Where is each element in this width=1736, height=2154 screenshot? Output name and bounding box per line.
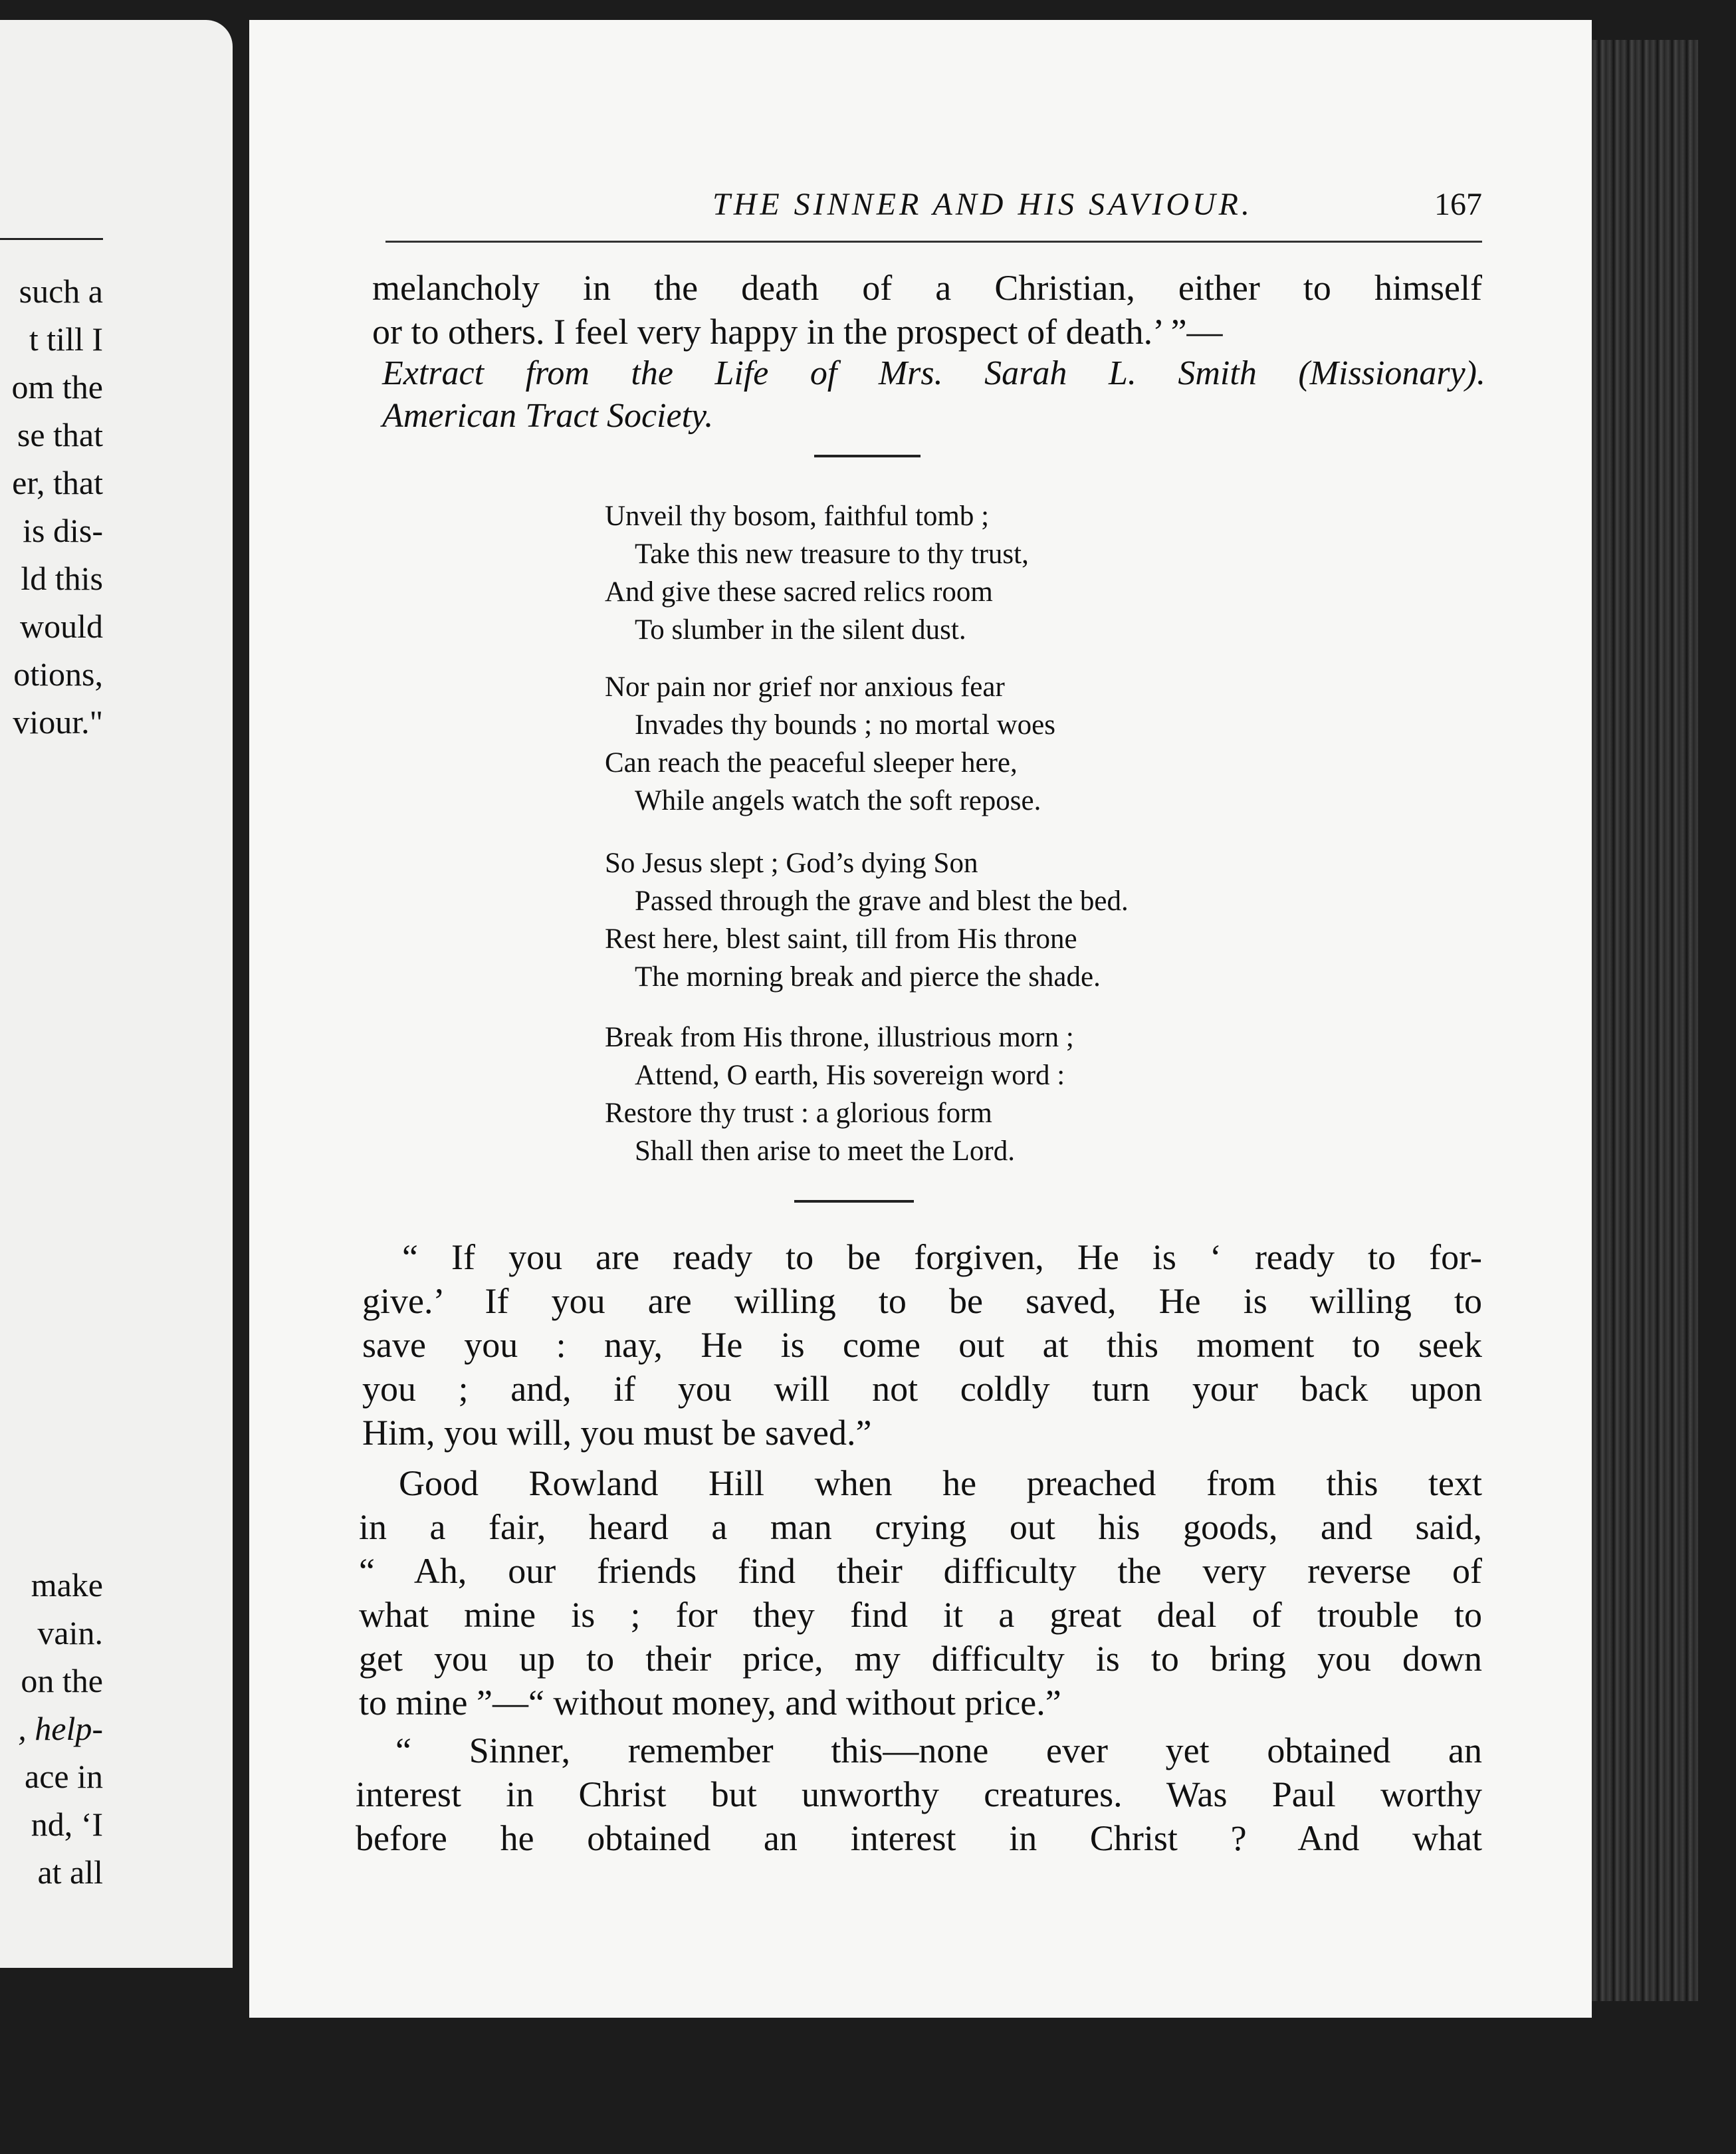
verse-line: Take this new treasure to thy trust, xyxy=(635,538,1029,570)
verse-line: Restore thy trust : a glorious form xyxy=(605,1098,992,1129)
text-line: Him, you will, you must be saved.” xyxy=(362,1413,872,1453)
text-line: to mine ”—“ without money, and without price.” xyxy=(359,1683,1061,1723)
book-page xyxy=(249,20,1592,2018)
facing-line: , help- xyxy=(18,1710,103,1747)
facing-line: at all xyxy=(37,1854,103,1891)
verse-line: Unveil thy bosom, faithful tomb ; xyxy=(605,501,990,532)
opening-paragraph xyxy=(372,266,1482,354)
header-rule xyxy=(385,241,1482,243)
facing-line: is dis- xyxy=(23,512,103,549)
verse-line: Rest here, blest saint, till from His throne xyxy=(605,923,1077,955)
paragraph-rowland-hill xyxy=(359,1461,1482,1725)
facing-line: ld this xyxy=(21,560,103,597)
text-line: give.’ If you are willing to be saved, He is willing to xyxy=(362,1281,1482,1321)
facing-line: er, that xyxy=(12,464,103,501)
verse-line: While angels watch the soft repose. xyxy=(635,785,1041,816)
text-line: or to others. I feel very happy in the prospect of death.’ ”— xyxy=(372,312,1223,352)
facing-line: would xyxy=(20,608,103,645)
page-header xyxy=(385,186,1482,233)
facing-page-rule xyxy=(0,238,103,240)
facing-line: make xyxy=(31,1566,103,1604)
verse-line: Can reach the peaceful sleeper here, xyxy=(605,747,1018,778)
text-line: you ; and, if you will not coldly turn your back upon xyxy=(362,1369,1482,1409)
verse-line: And give these sacred relics room xyxy=(605,576,993,608)
facing-line: on the xyxy=(21,1662,103,1699)
citation-line: American Tract Society. xyxy=(382,397,714,435)
text-line: what mine is ; for they find it a great deal of trouble to xyxy=(359,1595,1482,1635)
facing-line: such a xyxy=(19,273,103,310)
verse-line: The morning break and pierce the shade. xyxy=(635,961,1101,993)
hymn-stanza xyxy=(605,668,1269,820)
verse-line: Invades thy bounds ; no mortal woes xyxy=(635,709,1055,741)
verse-line: Passed through the grave and blest the bed. xyxy=(635,886,1129,917)
citation xyxy=(382,352,1485,437)
facing-page xyxy=(0,20,233,1968)
text-line: “ If you are ready to be forgiven, He is ‘ ready to for- xyxy=(402,1237,1482,1277)
paragraph-sinner-remember xyxy=(356,1729,1482,1860)
verse-line: Break from His throne, illustrious morn ; xyxy=(605,1022,1074,1053)
page-number: 167 xyxy=(1434,187,1482,222)
text-line: in a fair, heard a man crying out his goods, and said, xyxy=(359,1507,1482,1547)
text-line: melancholy in the death of a Christian, either to himself xyxy=(372,268,1482,308)
text-line: before he obtained an interest in Christ ? And what xyxy=(356,1818,1482,1858)
hymn-stanza xyxy=(605,1018,1269,1170)
text-line: save you : nay, He is come out at this moment to seek xyxy=(362,1325,1482,1365)
text-line: “ Sinner, remember this—none ever yet obtained an xyxy=(395,1731,1482,1770)
facing-line: se that xyxy=(17,416,103,453)
running-title: THE SINNER AND HIS SAVIOUR. xyxy=(712,187,1253,222)
facing-line: nd, ‘I xyxy=(31,1806,103,1843)
facing-line: ace in xyxy=(25,1758,103,1795)
section-divider xyxy=(794,1200,914,1203)
text-line: “ Ah, our friends find their difficulty the very reverse of xyxy=(359,1551,1482,1591)
text-line: get you up to their price, my difficulty is to bring you down xyxy=(359,1639,1482,1679)
hymn-stanza xyxy=(605,844,1269,996)
section-divider xyxy=(814,455,921,457)
verse-line: Attend, O earth, His sovereign word : xyxy=(635,1060,1065,1091)
book-page-edges xyxy=(1592,40,1698,2001)
verse-line: Shall then arise to meet the Lord. xyxy=(635,1136,1015,1167)
text-line: Good Rowland Hill when he preached from this text xyxy=(399,1463,1482,1503)
citation-line: Extract from the Life of Mrs. Sarah L. Smith (Missionary). xyxy=(382,354,1485,392)
paragraph-ready-to-forgive xyxy=(362,1235,1482,1455)
facing-line: vain. xyxy=(37,1614,103,1651)
facing-line: viour." xyxy=(13,703,103,741)
verse-line: So Jesus slept ; God’s dying Son xyxy=(605,848,978,879)
verse-line: Nor pain nor grief nor anxious fear xyxy=(605,671,1005,703)
text-line: interest in Christ but unworthy creatures. Was Paul worthy xyxy=(356,1774,1482,1814)
facing-line: om the xyxy=(11,368,103,406)
verse-line: To slumber in the silent dust. xyxy=(635,614,966,646)
facing-line: otions, xyxy=(13,656,103,693)
facing-line: t till I xyxy=(29,320,103,358)
hymn-stanza xyxy=(605,497,1269,649)
